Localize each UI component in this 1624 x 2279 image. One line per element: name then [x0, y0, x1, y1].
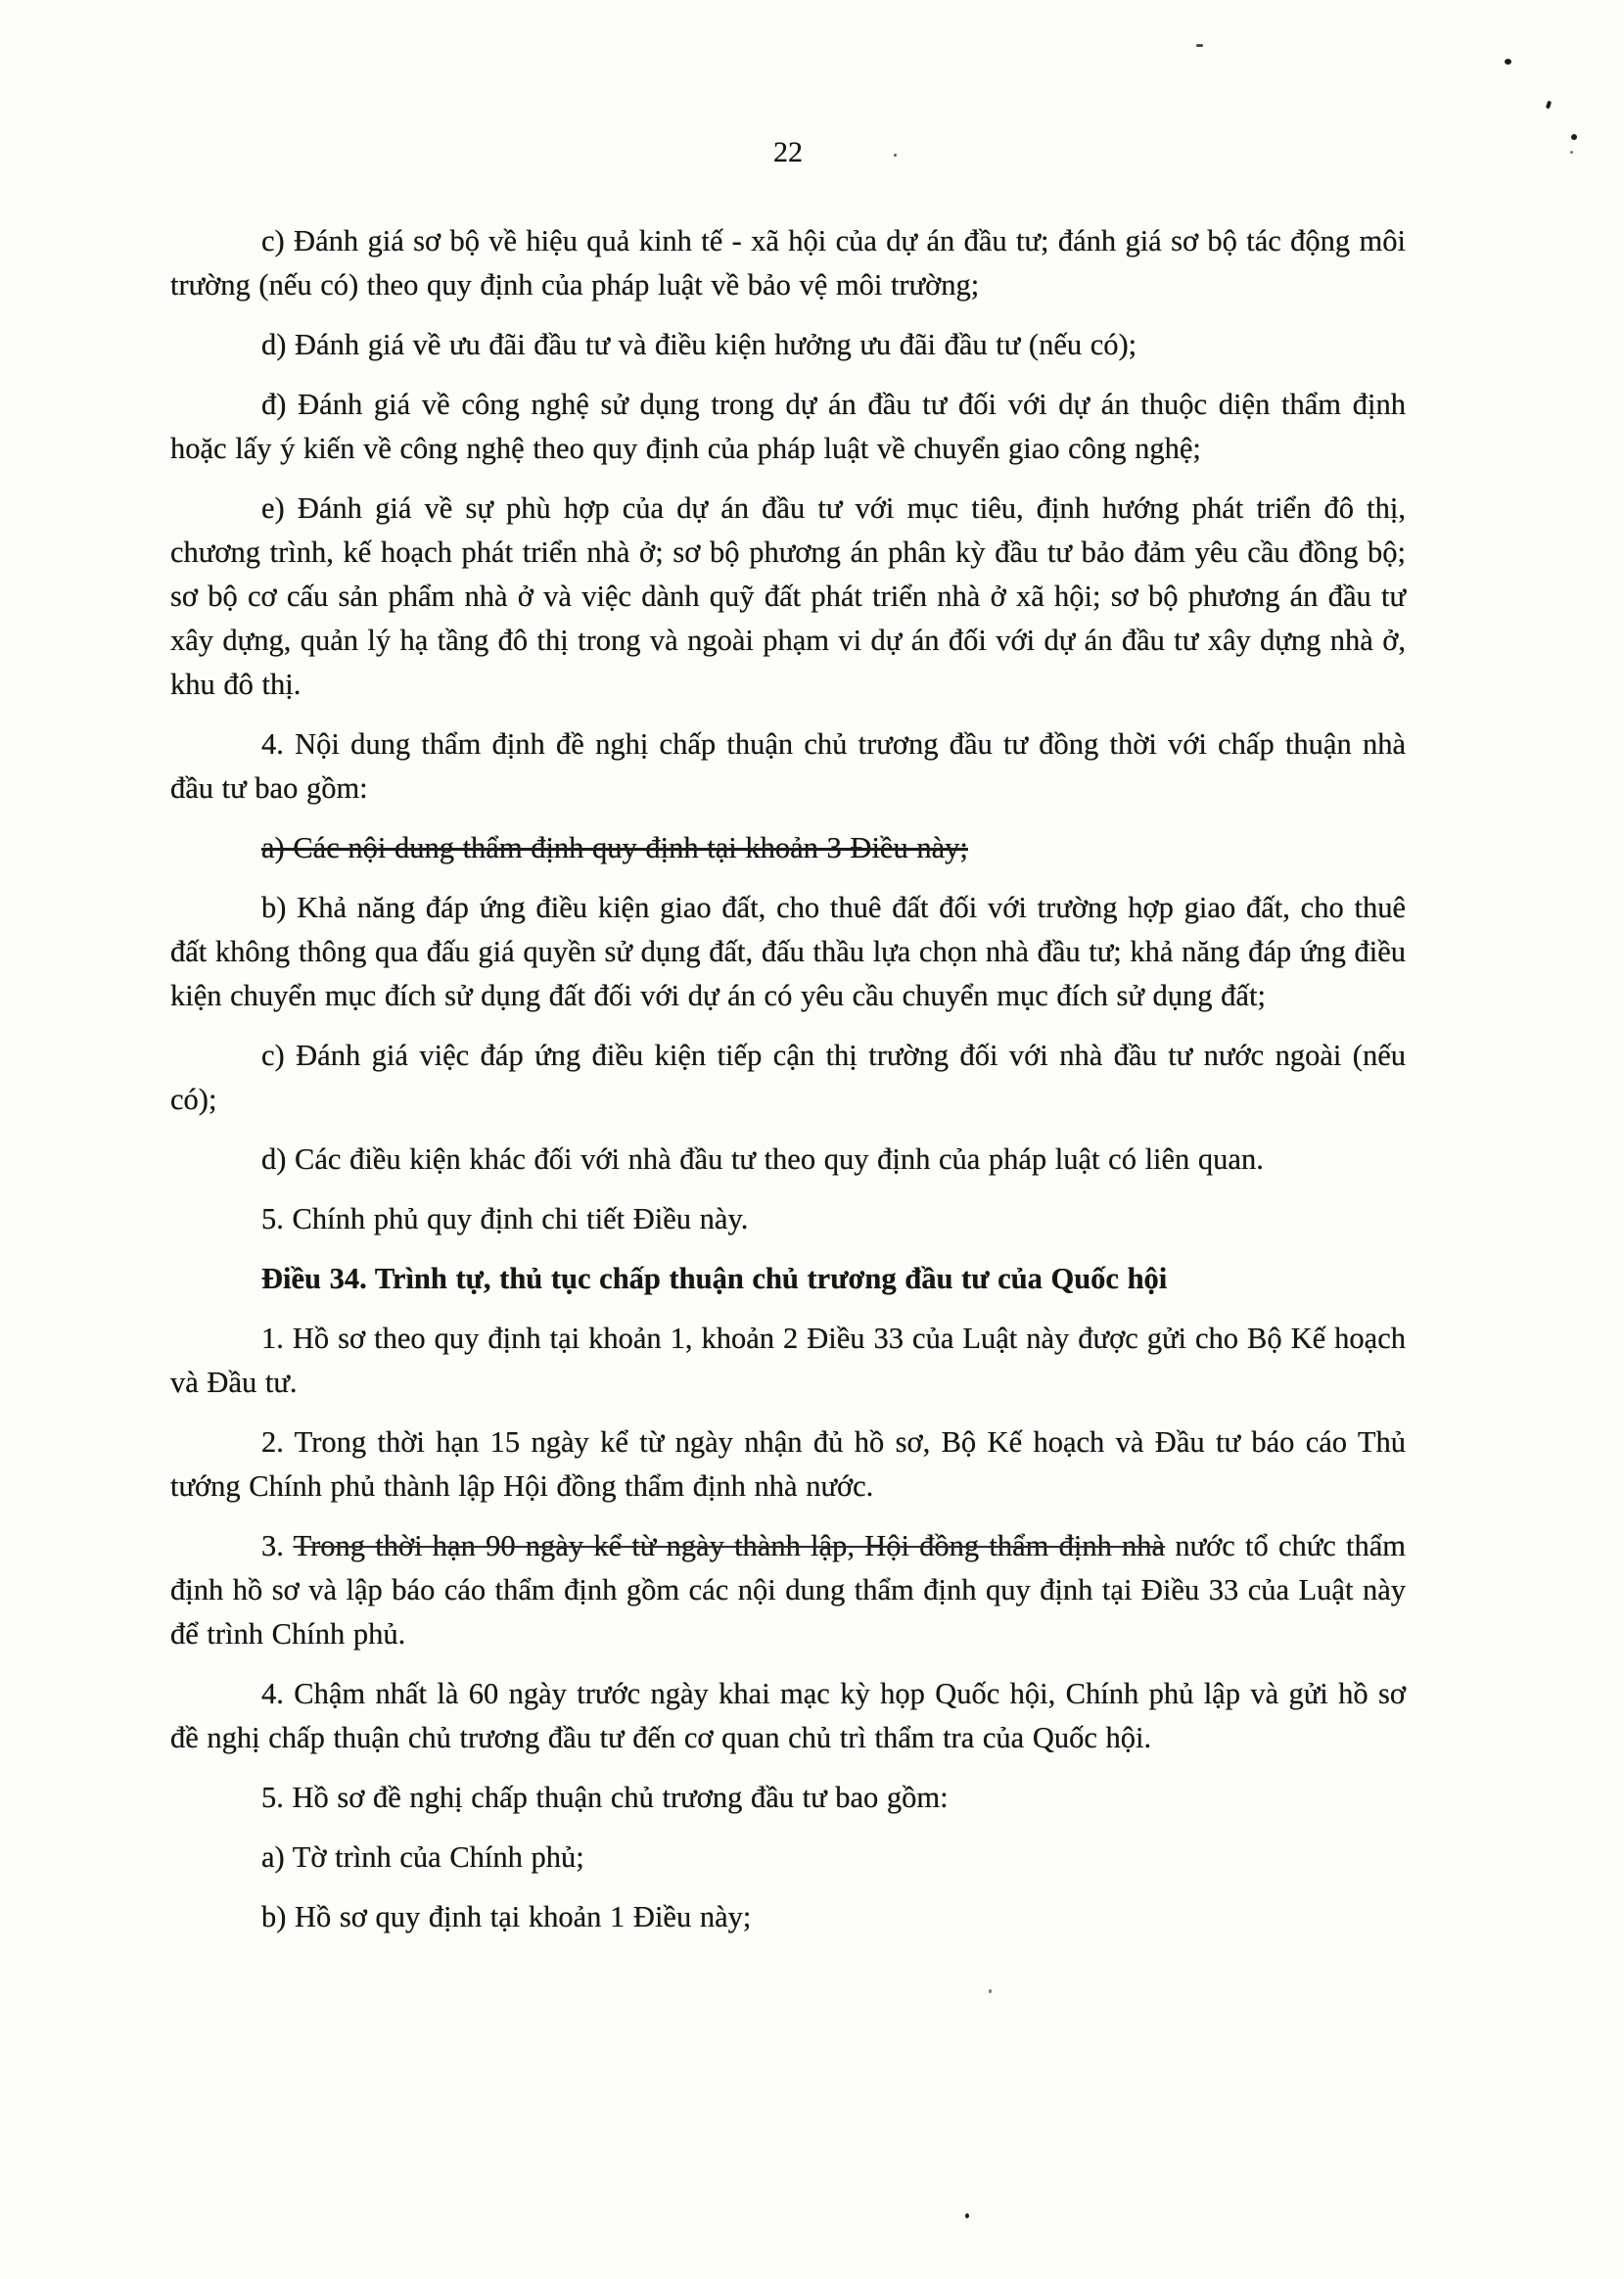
paragraph-point-d-clause-4: d) Các điều kiện khác đối với nhà đầu tư theo quy định của pháp luật có liên quan.	[261, 1142, 1264, 1176]
paragraph-point-b-clause-5: b) Hồ sơ quy định tại khoản 1 Điều này;	[261, 1900, 752, 1933]
ink-speck	[989, 1989, 992, 1993]
paragraph-point-d-clause-3: d) Đánh giá về ưu đãi đầu tư và điều kiện hưởng ưu đãi đầu tư (nếu có);	[261, 328, 1137, 361]
paragraph-article34-clause-5: 5. Hồ sơ đề nghị chấp thuận chủ trương đầu tư bao gồm:	[261, 1781, 949, 1814]
ink-speck	[1571, 134, 1577, 140]
paragraph-point-c-clause-4: c) Đánh giá việc đáp ứng điều kiện tiếp cận thị trường đối với nhà đầu tư nước ngoài (nếu có);	[170, 1039, 1406, 1116]
ink-speck	[1196, 44, 1203, 47]
clause-3-number: 3.	[261, 1529, 294, 1562]
clause-3-rest-text: nước tổ chức thẩm định hồ sơ và lập báo cáo thẩm định gồm các nội dung thẩm định quy định tại Điều 33 của Luật này để trình Chính phủ.	[170, 1529, 1407, 1651]
ink-speck	[1546, 101, 1552, 110]
text-column	[170, 130, 1406, 1939]
paragraph-point-b-clause-4: b) Khả năng đáp ứng điều kiện giao đất, cho thuê đất đối với trường hợp giao đất, cho thuê đất không thông qua đấu giá quyền sử dụng đất, đấu thầu lựa chọn nhà đầu tư; khả năng đáp ứng điều kiện chuyển mục đích sử dụng đất đối với dự án có yêu cầu chuyển mục đích sử dụng đất;	[170, 891, 1406, 1012]
paragraph-point-e-clause-3: e) Đánh giá về sự phù hợp của dự án đầu tư với mục tiêu, định hướng phát triển đô thị, chương trình, kế hoạch phát triển nhà ở; sơ bộ phương án phân kỳ đầu tư bảo đảm yêu cầu đồng bộ; sơ bộ cơ cấu sản phẩm nhà ở và việc dành quỹ đất phát triển nhà ở xã hội; sơ bộ phương án đầu tư xây dựng, quản lý hạ tầng đô thị trong và ngoài phạm vi dự án đối với dự án đầu tư xây dựng nhà ở, khu đô thị.	[170, 491, 1406, 701]
clause-3-strikethrough-text: Trong thời hạn 90 ngày kể từ ngày thành lập, Hội đồng thẩm định nhà	[293, 1529, 1166, 1562]
paragraph-article34-clause-4: 4. Chậm nhất là 60 ngày trước ngày khai mạc kỳ họp Quốc hội, Chính phủ lập và gửi hồ sơ đề nghị chấp thuận chủ trương đầu tư đến cơ quan chủ trì thẩm tra của Quốc hội.	[170, 1677, 1406, 1754]
ink-speck	[1505, 59, 1511, 65]
paragraph-point-dd-clause-3: đ) Đánh giá về công nghệ sử dụng trong dự án đầu tư đối với dự án thuộc diện thẩm định hoặc lấy ý kiến về công nghệ theo quy định của pháp luật về chuyển giao công nghệ;	[170, 388, 1406, 465]
paragraph-article34-clause-2: 2. Trong thời hạn 15 ngày kể từ ngày nhận đủ hồ sơ, Bộ Kế hoạch và Đầu tư báo cáo Thủ tướng Chính phủ thành lập Hội đồng thẩm định nhà nước.	[170, 1425, 1406, 1503]
ink-speck	[1570, 151, 1573, 154]
ink-speck	[965, 2213, 969, 2218]
paragraph-clause-4: 4. Nội dung thẩm định đề nghị chấp thuận chủ trương đầu tư đồng thời với chấp thuận nhà đầu tư bao gồm:	[170, 727, 1406, 805]
paragraph-point-c-clause-3: c) Đánh giá sơ bộ về hiệu quả kinh tế - xã hội của dự án đầu tư; đánh giá sơ bộ tác động môi trường (nếu có) theo quy định của pháp luật về bảo vệ môi trường;	[170, 224, 1406, 302]
paragraph-clause-5: 5. Chính phủ quy định chi tiết Điều này.	[261, 1202, 749, 1235]
paragraph-point-a-clause-4-strikethrough: a) Các nội dung thẩm định quy định tại khoản 3 Điều này;	[261, 831, 968, 864]
article-34-heading: Điều 34. Trình tự, thủ tục chấp thuận chủ trương đầu tư của Quốc hội	[261, 1262, 1168, 1295]
page-number: 22	[773, 136, 803, 168]
paragraph-article34-clause-1: 1. Hồ sơ theo quy định tại khoản 1, khoản 2 Điều 33 của Luật này được gửi cho Bộ Kế hoạch và Đầu tư.	[170, 1322, 1406, 1399]
paragraph-point-a-clause-5: a) Tờ trình của Chính phủ;	[261, 1840, 584, 1874]
paragraph-article34-clause-3	[170, 1524, 1406, 1656]
